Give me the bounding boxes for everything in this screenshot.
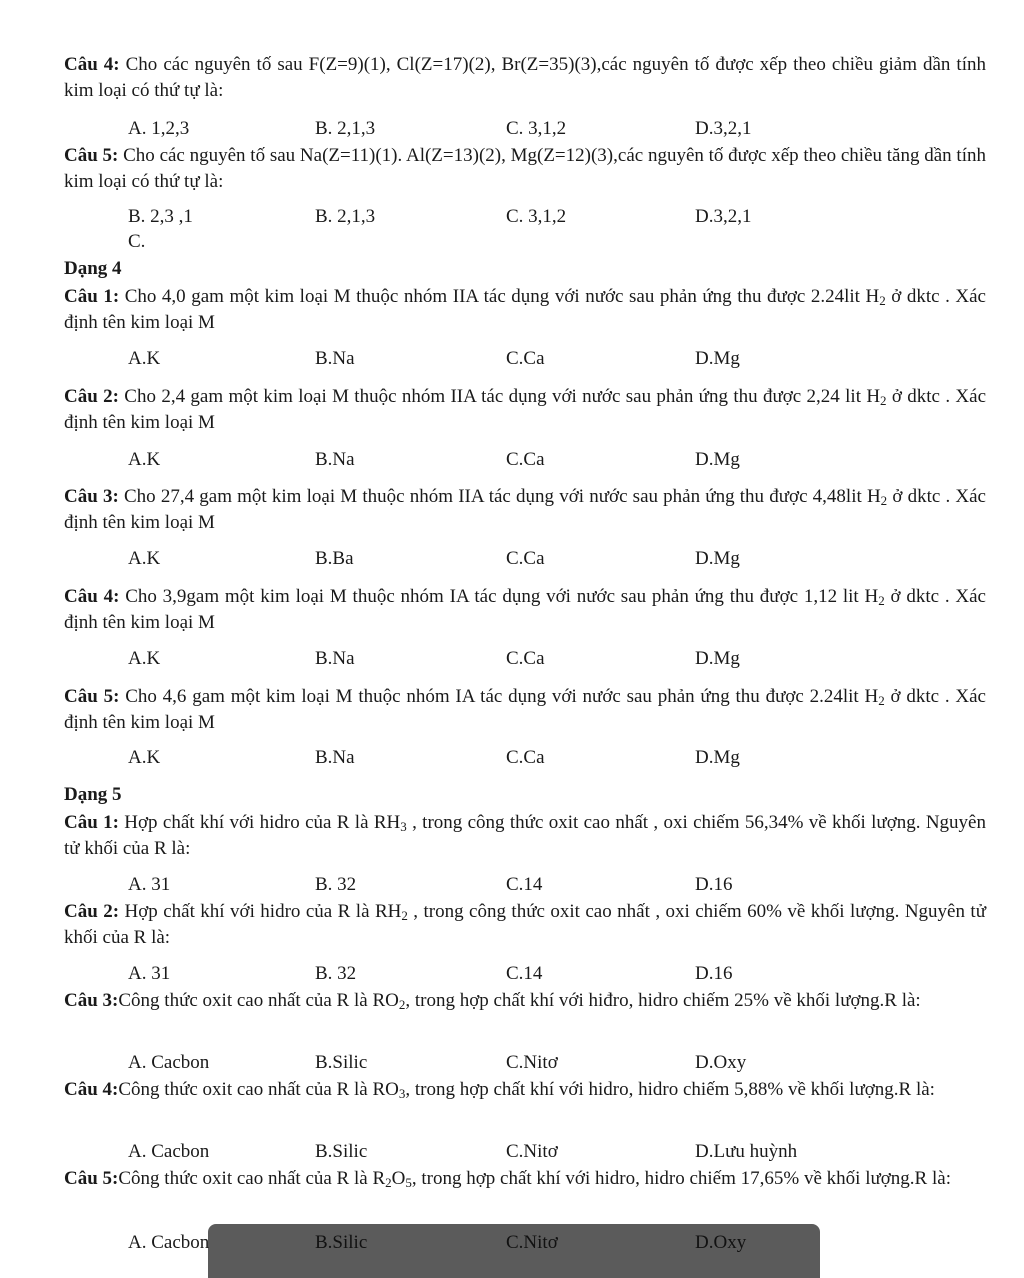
question-text: Cho các nguyên tố sau Na(Z=11)(1). Al(Z=13)(2), Mg(Z=12)(3),các nguyên tố được xếp theo chiều tăng dần tính kim loại có thứ tự là:: [64, 145, 986, 192]
option-a: A.K: [128, 747, 161, 768]
options-row: [128, 447, 988, 473]
question-text: Cho 2,4 gam một kim loại M thuộc nhóm IIA tác dụng với nước sau phản ứng thu được 2,24 lit H: [118, 386, 881, 407]
options-row: [128, 116, 988, 142]
option-d: D.Mg: [695, 348, 740, 369]
option-d: D.Oxy: [695, 1052, 747, 1073]
option-d: D.3,2,1: [695, 206, 752, 227]
option-d: D.16: [695, 963, 733, 984]
option-b: B.Silic: [315, 1141, 368, 1162]
subscript: 2: [878, 593, 885, 608]
question-text: Cho 27,4 gam một kim loại M thuộc nhóm IIA tác dụng với nước sau phản ứng thu được 4,48lit H: [118, 486, 881, 507]
subscript: 3: [400, 819, 407, 834]
option-c: C.Ca: [506, 648, 545, 669]
option-b: B.Na: [315, 747, 355, 768]
option-extra: C.: [128, 231, 146, 252]
question-d5-3: [64, 988, 986, 1014]
question-label: Câu 4:: [64, 54, 120, 75]
option-b: B.Silic: [315, 1052, 368, 1073]
option-a: A.K: [128, 648, 161, 669]
question-label: Câu 3:: [64, 990, 119, 1011]
question-text-end: ở dktc . Xác định tên kim loại M: [64, 486, 986, 533]
option-a: A. 31: [128, 874, 171, 895]
options-row: [128, 346, 988, 372]
question-label: Câu 4:: [64, 586, 120, 607]
question-text-end: ở dktc . Xác định tên kim loại M: [64, 386, 986, 433]
option-d: D.3,2,1: [695, 118, 752, 139]
option-b: B.Silic: [315, 1232, 368, 1253]
option-c: C.Nitơ: [506, 1052, 558, 1073]
question-d4-3: [64, 484, 986, 536]
question-label: Câu 5:: [64, 1168, 119, 1189]
question-text-end: ở dktc . Xác định tên kim loại M: [64, 586, 986, 633]
options-row: [128, 961, 988, 987]
option-c: C. 3,1,2: [506, 206, 567, 227]
subscript: 2: [385, 1175, 392, 1190]
question-text-end: , trong công thức oxit cao nhất , oxi chiếm 56,34% về khối lượng. Nguyên tử khối của R là:: [64, 812, 986, 859]
option-c: C.Ca: [506, 548, 545, 569]
option-c: C.Ca: [506, 348, 545, 369]
subscript: 2: [879, 293, 886, 308]
options-row: [128, 1050, 988, 1076]
question-text: Cho 4,0 gam một kim loại M thuộc nhóm IIA tác dụng với nước sau phản ứng thu được 2.24lit H: [119, 286, 880, 307]
question-text-end: ở dktc . Xác định tên kim loại M: [64, 286, 986, 333]
option-b: B. 32: [315, 963, 357, 984]
options-row: [128, 646, 988, 672]
option-c: C.14: [506, 874, 543, 895]
option-c: C.Nitơ: [506, 1232, 558, 1253]
subscript: 2: [880, 493, 888, 508]
options-row: [128, 204, 988, 230]
question-label: Câu 2:: [64, 901, 120, 922]
subscript: 2: [398, 997, 406, 1012]
subscript: 2: [880, 393, 887, 408]
option-a: A. Cacbon: [128, 1052, 210, 1073]
subscript: 2: [401, 908, 408, 923]
question-d5-2: [64, 899, 986, 951]
option-a: A.K: [128, 548, 161, 569]
option-b: B. 2,1,3: [315, 206, 376, 227]
question-top-5: [64, 143, 986, 195]
section-heading-dang-4: Dạng 4: [64, 258, 122, 279]
option-a: A.K: [128, 449, 161, 470]
option-d: D.Mg: [695, 449, 740, 470]
question-text-end: , trong hợp chất khí với hidro, hidro chiếm 17,65% về khối lượng.R là:: [411, 1168, 951, 1189]
question-label: Câu 1:: [64, 812, 119, 833]
option-c: C.Ca: [506, 747, 545, 768]
option-a: A. Cacbon: [128, 1232, 210, 1253]
options-row: [128, 546, 988, 572]
question-text-end: , trong hợp chất khí với hiđro, hidro chiếm 25% về khối lượng.R là:: [405, 990, 921, 1011]
subscript: 2: [878, 693, 885, 708]
question-text: Công thức oxit cao nhất của R là RO: [118, 1079, 399, 1100]
formula-part: O: [391, 1168, 406, 1189]
option-a: A. Cacbon: [128, 1141, 210, 1162]
options-row: [128, 1230, 988, 1256]
question-text-end: , trong hợp chất khí với hidro, hidro chiếm 5,88% về khối lượng.R là:: [405, 1079, 935, 1100]
question-text: Cho 4,6 gam một kim loại M thuộc nhóm IA tác dụng với nước sau phản ứng thu được 2.24lit H: [119, 686, 879, 707]
option-b: B.Na: [315, 449, 355, 470]
question-label: Câu 3:: [64, 486, 119, 507]
question-d5-1: [64, 810, 986, 862]
question-text: Hợp chất khí với hidro của R là RH: [118, 812, 401, 833]
option-b: B.Na: [315, 348, 355, 369]
question-label: Câu 2:: [64, 386, 119, 407]
option-b: B. 2,1,3: [315, 118, 376, 139]
option-a: A.K: [128, 348, 161, 369]
option-d: D.Oxy: [695, 1232, 747, 1253]
options-row: [128, 745, 988, 771]
question-d4-5: [64, 684, 986, 736]
question-text: Cho 3,9gam một kim loại M thuộc nhóm IA tác dụng với nước sau phản ứng thu được 1,12 lit H: [119, 586, 879, 607]
option-d: D.Mg: [695, 747, 740, 768]
option-c: C.Ca: [506, 449, 545, 470]
question-label: Câu 4:: [64, 1079, 119, 1100]
option-d: D.Mg: [695, 648, 740, 669]
option-a: A. 1,2,3: [128, 118, 190, 139]
option-a: B. 2,3 ,1: [128, 206, 193, 227]
option-c: C. 3,1,2: [506, 118, 567, 139]
question-top-4: [64, 52, 986, 104]
question-text: Công thức oxit cao nhất của R là R: [118, 1168, 386, 1189]
question-d5-4: [64, 1077, 986, 1103]
subscript: 3: [398, 1086, 406, 1101]
option-d: D.Mg: [695, 548, 740, 569]
options-row: [128, 872, 988, 898]
option-d: D.16: [695, 874, 733, 895]
question-label: Câu 1:: [64, 286, 120, 307]
option-c: C.14: [506, 963, 543, 984]
option-b: B. 32: [315, 874, 357, 895]
option-b: B.Ba: [315, 548, 354, 569]
question-text-end: , trong công thức oxit cao nhất , oxi chiếm 60% về khối lượng. Nguyên tử khối của R là:: [64, 901, 986, 948]
question-text: Hợp chất khí với hidro của R là RH: [119, 901, 402, 922]
question-label: Câu 5:: [64, 686, 120, 707]
question-d4-1: [64, 284, 986, 336]
subscript: 5: [405, 1175, 412, 1190]
question-d4-4: [64, 584, 986, 636]
question-text: Công thức oxit cao nhất của R là RO: [118, 990, 399, 1011]
question-d4-2: [64, 384, 986, 436]
question-text: Cho các nguyên tố sau F(Z=9)(1), Cl(Z=17)(2), Br(Z=35)(3),các nguyên tố được xếp theo chiều giảm dần tính kim loại có thứ tự là:: [64, 54, 986, 101]
option-a: A. 31: [128, 963, 171, 984]
question-label: Câu 5:: [64, 145, 119, 166]
options-row: [128, 1139, 988, 1165]
question-text-end: ở dktc . Xác định tên kim loại M: [64, 686, 986, 733]
question-d5-5: [64, 1166, 986, 1192]
option-d: D.Lưu huỳnh: [695, 1141, 798, 1162]
option-b: B.Na: [315, 648, 355, 669]
option-c: C.Nitơ: [506, 1141, 558, 1162]
section-heading-dang-5: Dạng 5: [64, 784, 122, 805]
